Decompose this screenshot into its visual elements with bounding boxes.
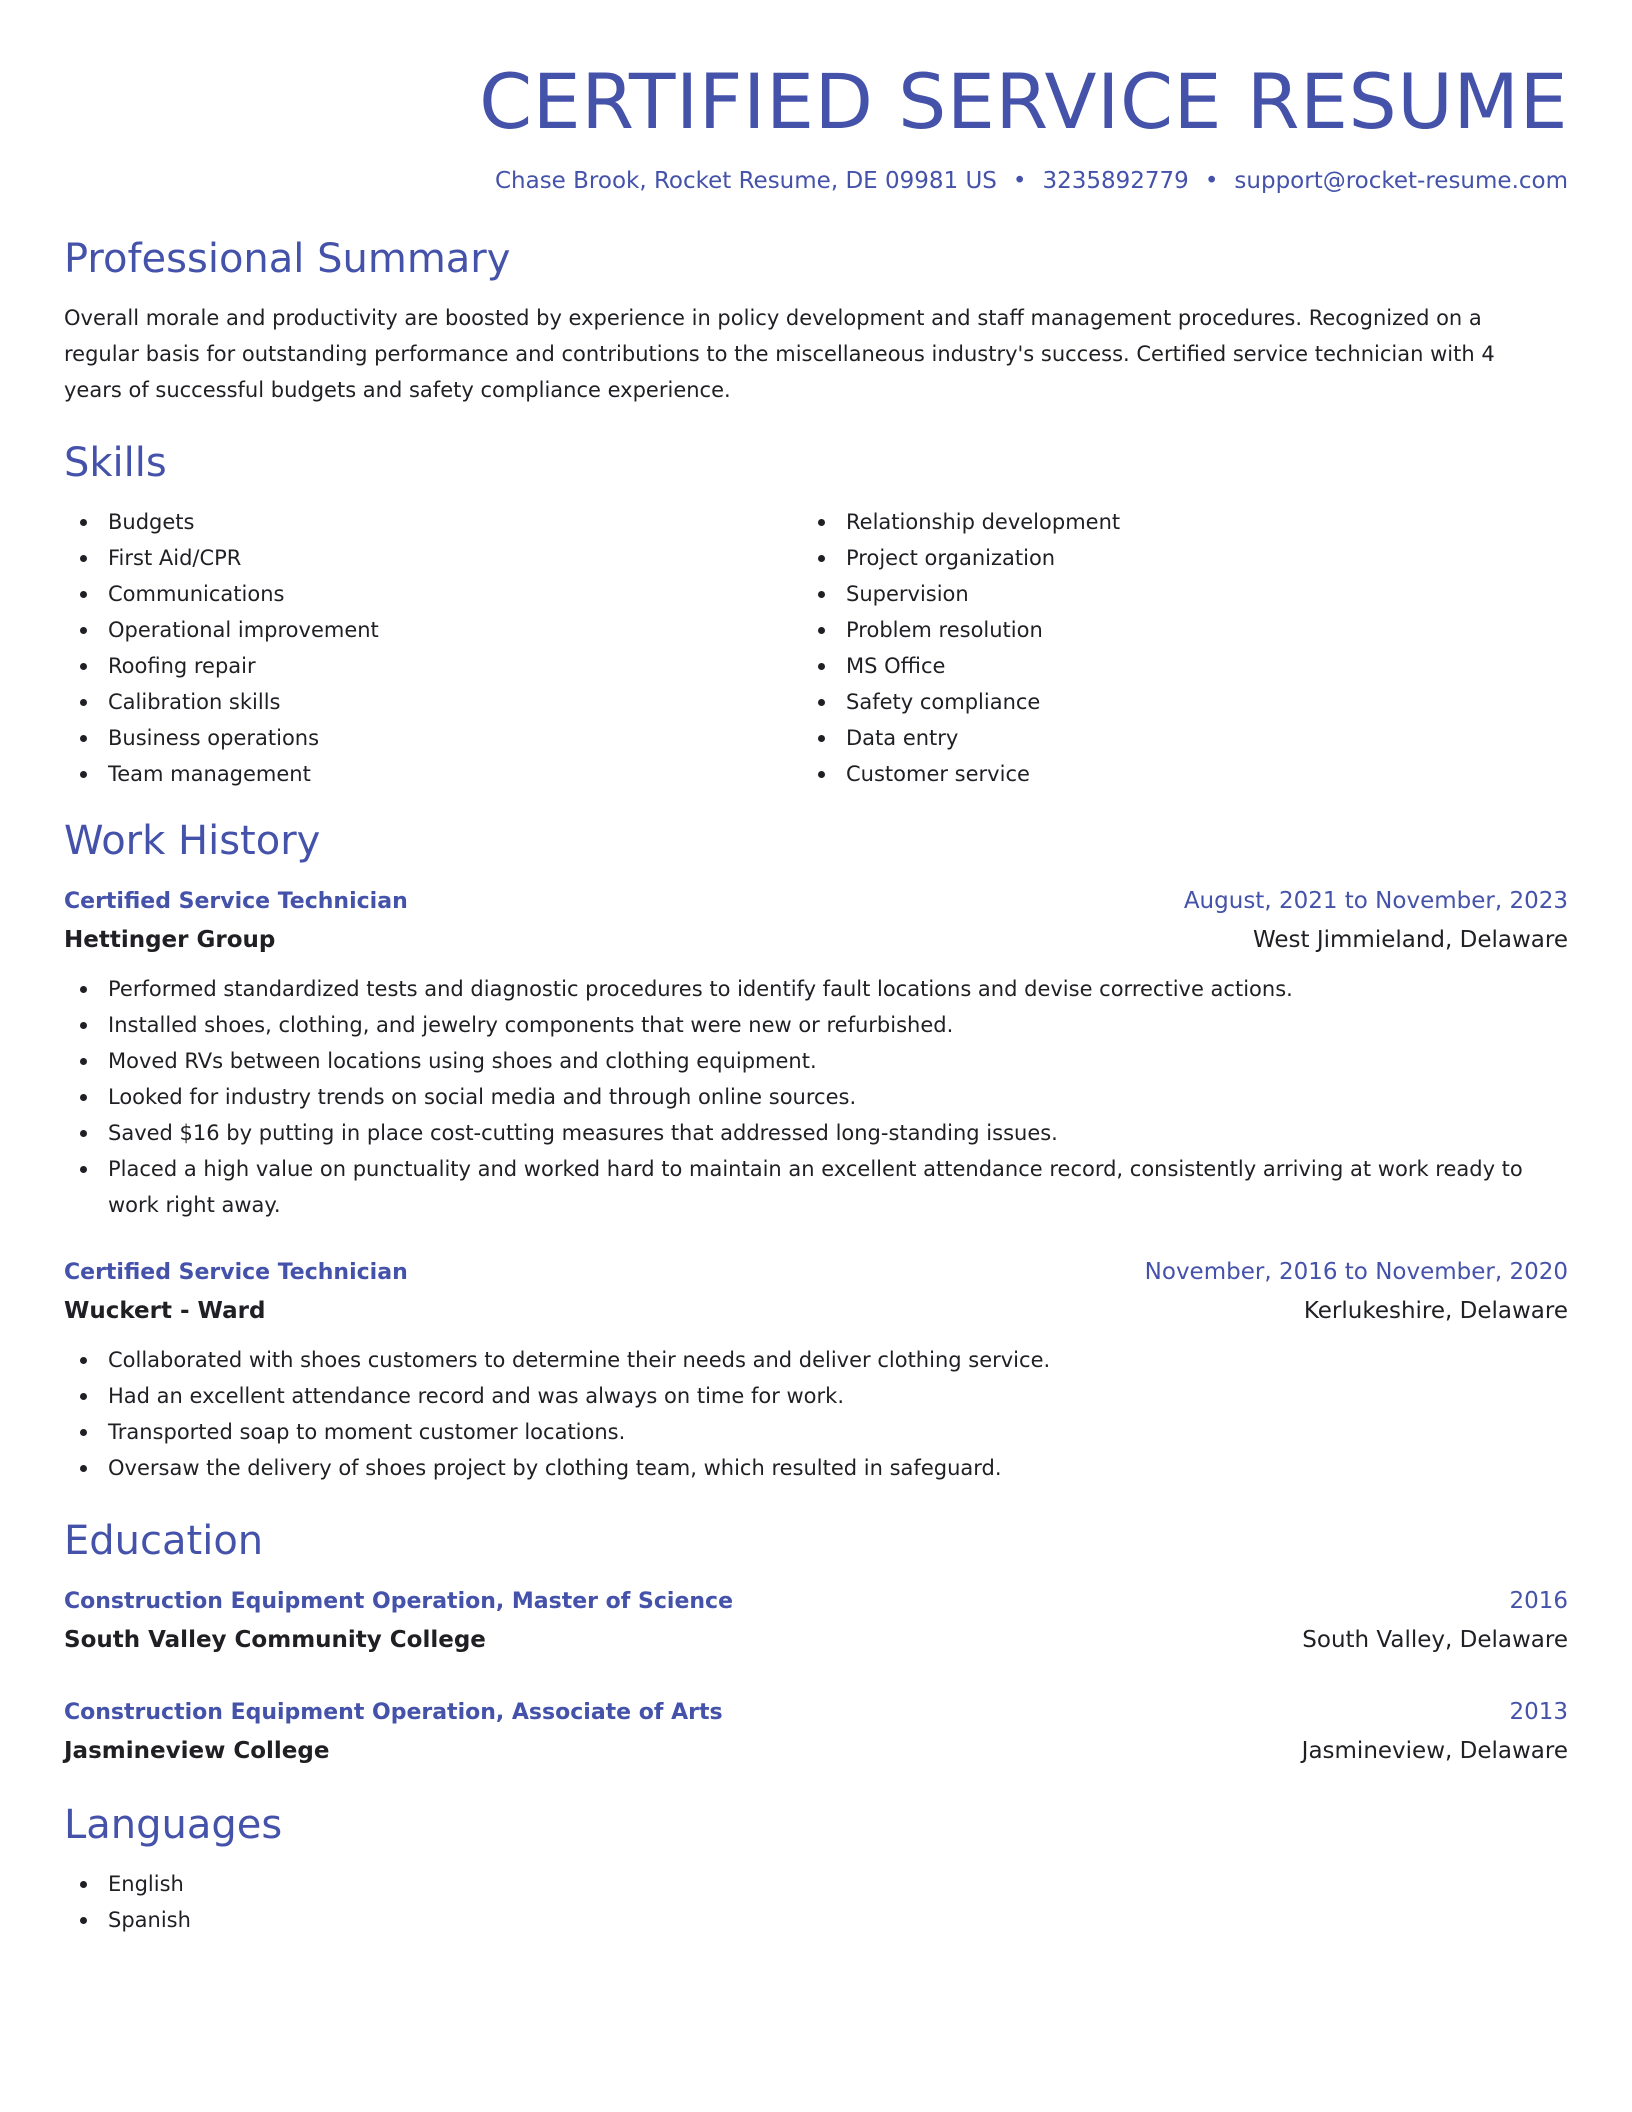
language-item: Spanish xyxy=(64,1902,1568,1938)
job-duty-item: Oversaw the delivery of shoes project by clothing team, which resulted in safeguard. xyxy=(64,1450,1568,1486)
job-duty-item: Installed shoes, clothing, and jewelry components that were new or refurbished. xyxy=(64,1007,1568,1043)
education-header-row xyxy=(64,1582,1568,1621)
job-header-row xyxy=(64,882,1568,921)
skills-section xyxy=(64,438,1568,792)
summary-section xyxy=(64,234,1568,408)
job-title: Certified Service Technician xyxy=(64,1260,408,1285)
skill-item: Business operations xyxy=(64,720,802,756)
skill-item: Supervision xyxy=(802,576,1540,612)
skills-grid xyxy=(64,504,1568,792)
education-location: Jasmineview, Delaware xyxy=(1301,1738,1568,1764)
skill-item: Safety compliance xyxy=(802,684,1540,720)
education-heading: Education xyxy=(64,1518,264,1564)
contact-email: support@rocket-resume.com xyxy=(1234,168,1568,194)
job-company: Wuckert - Ward xyxy=(64,1298,266,1324)
job-duty-item: Saved $16 by putting in place cost-cutting measures that addressed long-standing issues. xyxy=(64,1115,1568,1151)
job-company-row xyxy=(64,921,1568,959)
job-duty-item: Looked for industry trends on social media and through online sources. xyxy=(64,1079,1568,1115)
job-location: West Jimmieland, Delaware xyxy=(1252,927,1568,953)
languages-list xyxy=(64,1866,1568,1938)
contact-phone: 3235892779 xyxy=(1042,168,1189,194)
education-school-row xyxy=(64,1621,1568,1659)
education-entry xyxy=(64,1582,1568,1659)
language-item: English xyxy=(64,1866,1568,1902)
skill-item: Team management xyxy=(64,756,802,792)
languages-section xyxy=(64,1800,1568,1938)
job-duties-list xyxy=(64,1342,1568,1486)
resume-title: CERTIFIED SERVICE RESUME xyxy=(479,57,1568,146)
work-history-heading: Work History xyxy=(64,818,321,864)
languages-heading: Languages xyxy=(64,1802,283,1848)
job-entry xyxy=(64,1253,1568,1486)
job-header-row xyxy=(64,1253,1568,1292)
job-duty-item: Placed a high value on punctuality and worked hard to maintain an excellent attendance record, consistently arriving at work ready to work right away. xyxy=(64,1151,1568,1223)
skill-item: MS Office xyxy=(802,648,1540,684)
skill-item: Communications xyxy=(64,576,802,612)
skill-item: First Aid/CPR xyxy=(64,540,802,576)
skill-item: Data entry xyxy=(802,720,1540,756)
summary-heading: Professional Summary xyxy=(64,236,511,282)
education-school: Jasmineview College xyxy=(64,1738,330,1764)
job-duty-item: Transported soap to moment customer locations. xyxy=(64,1414,1568,1450)
skill-item: Customer service xyxy=(802,756,1540,792)
job-dates: August, 2021 to November, 2023 xyxy=(1183,888,1568,914)
job-duty-item: Performed standardized tests and diagnostic procedures to identify fault locations and devise corrective actions. xyxy=(64,971,1568,1007)
job-location: Kerlukeshire, Delaware xyxy=(1303,1298,1568,1324)
skill-item: Operational improvement xyxy=(64,612,802,648)
education-school-row xyxy=(64,1732,1568,1770)
education-degree: Construction Equipment Operation, Associate of Arts xyxy=(64,1700,723,1725)
work-history-section xyxy=(64,816,1568,1486)
job-entry xyxy=(64,882,1568,1223)
contact-address: Chase Brook, Rocket Resume, DE 09981 US xyxy=(494,168,997,194)
job-title: Certified Service Technician xyxy=(64,889,408,914)
education-header-row xyxy=(64,1693,1568,1732)
skill-item: Relationship development xyxy=(802,504,1540,540)
job-duty-item: Moved RVs between locations using shoes and clothing equipment. xyxy=(64,1043,1568,1079)
job-dates: November, 2016 to November, 2020 xyxy=(1144,1259,1568,1285)
contact-separator: • xyxy=(1012,168,1027,194)
skill-item: Calibration skills xyxy=(64,684,802,720)
job-company-row xyxy=(64,1292,1568,1330)
skills-column-right xyxy=(802,504,1540,792)
education-section xyxy=(64,1516,1568,1770)
skills-column-left xyxy=(64,504,802,792)
skill-item: Budgets xyxy=(64,504,802,540)
job-duties-list xyxy=(64,971,1568,1223)
job-duty-item: Had an excellent attendance record and was always on time for work. xyxy=(64,1378,1568,1414)
education-year: 2016 xyxy=(1509,1588,1568,1614)
education-entry xyxy=(64,1693,1568,1770)
contact-separator: • xyxy=(1204,168,1219,194)
job-company: Hettinger Group xyxy=(64,927,276,953)
skill-item: Problem resolution xyxy=(802,612,1540,648)
education-year: 2013 xyxy=(1509,1699,1568,1725)
skill-item: Roofing repair xyxy=(64,648,802,684)
skills-heading: Skills xyxy=(64,440,167,486)
summary-text: Overall morale and productivity are boosted by experience in policy development and staff management procedures. Recognized on a regular basis for outstanding performance and contributions to the miscellaneous industry's success. Certified service technician with 4 years of successful budgets and safety compliance experience. xyxy=(64,306,1495,402)
education-degree: Construction Equipment Operation, Master of Science xyxy=(64,1589,734,1614)
contact-line xyxy=(64,164,1568,198)
skill-item: Project organization xyxy=(802,540,1540,576)
education-location: South Valley, Delaware xyxy=(1302,1627,1568,1653)
education-school: South Valley Community College xyxy=(64,1627,486,1653)
job-duty-item: Collaborated with shoes customers to determine their needs and deliver clothing service. xyxy=(64,1342,1568,1378)
